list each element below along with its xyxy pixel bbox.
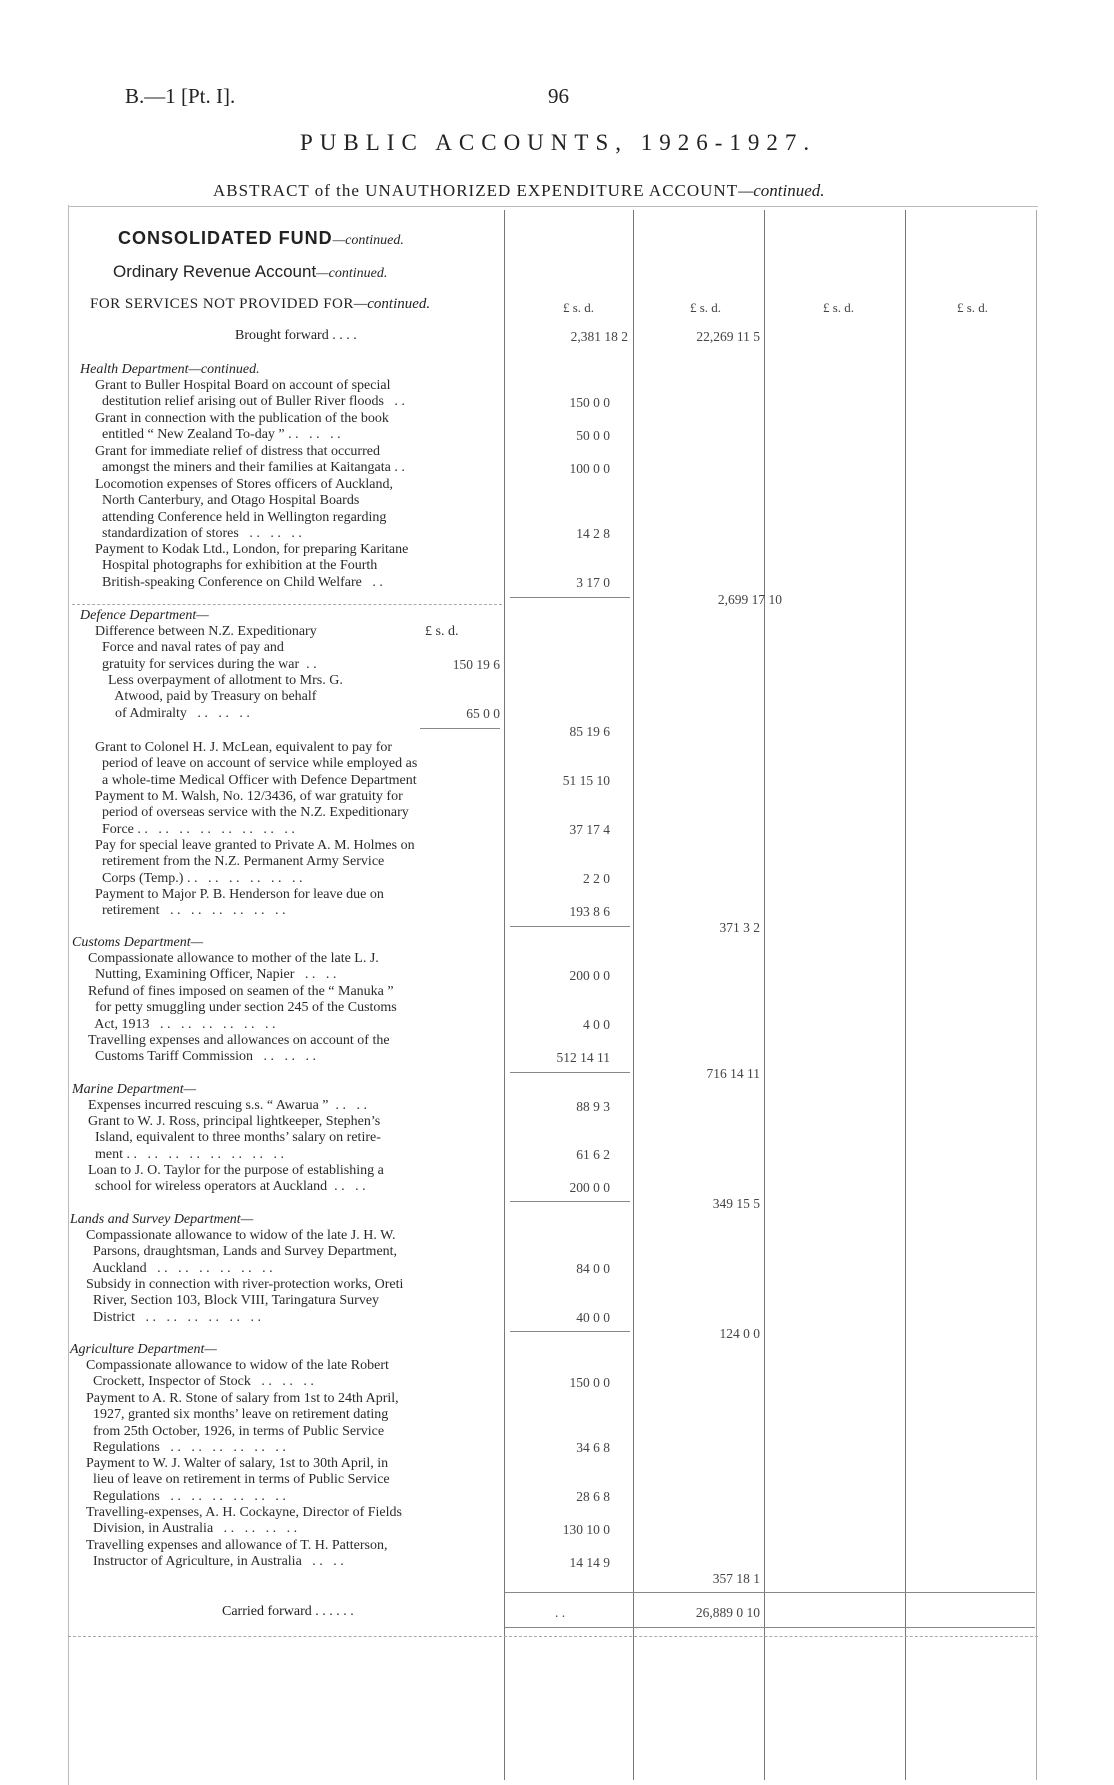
agriculture-item-4-text: Travelling-expenses, A. H. Cockayne, Director of Fields Division, in Australia . . . . . . . . — [86, 1505, 402, 1537]
column-rule-1 — [504, 210, 505, 1780]
document-reference: B.—1 [Pt. I]. — [125, 84, 236, 108]
defence-sub-column-header: £ s. d. — [425, 624, 459, 639]
defence-sub-item-1-amount: 150 19 6 — [452, 657, 500, 672]
customs-item-1-amount: 200 0 0 — [569, 968, 610, 983]
agriculture-item-4-amount: 130 10 0 — [562, 1522, 610, 1537]
health-item-4-amount: 14 2 8 — [576, 526, 610, 541]
health-item-3-text: Grant for immediate relief of distress that occurred amongst the miners and their families at Kaitangata . . — [95, 444, 405, 476]
column-header-4: £ s. d. — [957, 300, 989, 315]
defence-item-2-text: Payment to M. Walsh, No. 12/3436, of war gratuity for period of overseas service with the N.Z. Expeditionary Force . . . . . . . . . . . . . . . . — [95, 789, 409, 837]
health-section-title: Health Department—continued. — [80, 362, 260, 377]
brought-forward-col2: 22,269 11 5 — [696, 329, 760, 344]
agriculture-item-5-amount: 14 14 9 — [569, 1555, 610, 1570]
marine-subtotal-rule — [510, 1201, 630, 1202]
agriculture-item-1-text: Compassionate allowance to widow of the late Robert Crockett, Inspector of Stock . . . . . . — [86, 1358, 389, 1390]
marine-item-3-amount: 200 0 0 — [569, 1180, 610, 1195]
marine-item-3-text: Loan to J. O. Taylor for the purpose of establishing a school for wireless operators at Auckland . . . . — [88, 1163, 384, 1195]
customs-item-3-amount: 512 14 11 — [556, 1050, 610, 1065]
column-header-1: £ s. d. — [563, 300, 595, 315]
marine-item-1-text: Expenses incurred rescuing s.s. “ Awarua ” . . . . — [88, 1098, 368, 1113]
marine-item-1-amount: 88 9 3 — [576, 1099, 610, 1114]
lands-subtotal-rule — [510, 1331, 630, 1332]
agriculture-item-2-amount: 34 6 8 — [576, 1440, 610, 1455]
brought-forward-label: Brought forward . . . . — [235, 328, 357, 343]
services-heading: FOR SERVICES NOT PROVIDED FOR—continued. — [90, 296, 431, 312]
account-heading: Ordinary Revenue Account—continued. — [113, 262, 388, 281]
defence-item-3-amount: 2 2 0 — [583, 871, 610, 886]
carried-forward-label: Carried forward . . . . . . — [222, 1604, 354, 1619]
customs-subtotal-rule — [510, 1072, 630, 1073]
health-subtotal-rule — [510, 597, 630, 598]
customs-section-title: Customs Department— — [72, 935, 204, 950]
defence-total: 371 3 2 — [719, 920, 760, 935]
health-item-1-amount: 150 0 0 — [569, 395, 610, 410]
column-header-2: £ s. d. — [690, 300, 722, 315]
health-item-1-text: Grant to Buller Hospital Board on account of special destitution relief arising out of Buller River floods . . — [95, 378, 405, 410]
lands-item-2-amount: 40 0 0 — [576, 1310, 610, 1325]
health-item-5-amount: 3 17 0 — [576, 575, 610, 590]
column-rule-2 — [633, 210, 634, 1780]
carried-forward-col2: 26,889 0 10 — [695, 1605, 760, 1620]
defence-item-2-amount: 37 17 4 — [569, 822, 610, 837]
fund-heading: CONSOLIDATED FUND—continued. — [118, 228, 404, 248]
customs-item-2-text: Refund of fines imposed on seamen of the “ Manuka ” for petty smuggling under section 245 of the Customs Act, 1913 . . . . . . . . . . . . — [88, 984, 397, 1032]
carried-forward-top-rule — [505, 1592, 1035, 1593]
health-item-2-amount: 50 0 0 — [576, 428, 610, 443]
brought-forward-col1: 2,381 18 2 — [570, 329, 628, 344]
agriculture-item-3-text: Payment to W. J. Walter of salary, 1st to 30th April, in lieu of leave on retirement in terms of Public Service Regulations . . . . . . . . . . . . — [86, 1456, 390, 1504]
marine-item-2-amount: 61 6 2 — [576, 1147, 610, 1162]
agriculture-section-title: Agriculture Department— — [70, 1342, 217, 1357]
defence-item-4-amount: 193 8 6 — [569, 904, 610, 919]
agriculture-total: 357 18 1 — [712, 1571, 760, 1586]
customs-total: 716 14 11 — [706, 1066, 760, 1081]
column-header-3: £ s. d. — [823, 300, 855, 315]
defence-item-3-text: Pay for special leave granted to Private A. M. Holmes on retirement from the N.Z. Permanent Army Service Corps (Temp.) . . . . . . . . . . . . — [95, 838, 415, 886]
left-margin-rule — [68, 205, 69, 1785]
lands-item-2-text: Subsidy in connection with river-protection works, Oreti River, Section 103, Block VIII, Taringatura Survey District . . . . . . . . . . . . — [86, 1277, 404, 1325]
column-rule-3 — [764, 210, 765, 1780]
lands-total: 124 0 0 — [719, 1326, 760, 1341]
defence-sub-item-2-text: Less overpayment of allotment to Mrs. G. Atwood, paid by Treasury on behalf of Admiralty . . . . . . — [108, 673, 343, 721]
column-rule-4 — [905, 210, 906, 1780]
defence-sub-rule — [420, 728, 500, 729]
page-number: 96 — [548, 84, 569, 108]
marine-section-title: Marine Department— — [72, 1082, 197, 1097]
defence-item-4-text: Payment to Major P. B. Henderson for leave due on retirement . . . . . . . . . . . . — [95, 887, 384, 919]
health-item-2-text: Grant in connection with the publication of the book entitled “ New Zealand To-day ” . . . . . . — [95, 411, 389, 443]
agriculture-item-2-text: Payment to A. R. Stone of salary from 1st to 24th April, 1927, granted six months’ leave on retirement dating from 25th October, 1926, in terms of Public Service Regulations . . . . . . . . . . . . — [86, 1391, 399, 1455]
column-rule-5 — [1036, 210, 1037, 1780]
agriculture-item-1-amount: 150 0 0 — [569, 1375, 610, 1390]
customs-item-2-amount: 4 0 0 — [583, 1017, 610, 1032]
defence-subtotal-rule — [510, 926, 630, 927]
bottom-rule — [68, 1636, 1038, 1637]
lands-section-title: Lands and Survey Department— — [70, 1212, 254, 1227]
marine-total: 349 15 5 — [712, 1196, 760, 1211]
page-subtitle: ABSTRACT of the UNAUTHORIZED EXPENDITURE ACCOUNT—continued. — [213, 181, 825, 200]
health-item-5-text: Payment to Kodak Ltd., London, for preparing Karitane Hospital photographs for exhibition at the Fourth British-speaking Conference on Child Welfare . . — [95, 542, 409, 590]
lands-item-1-amount: 84 0 0 — [576, 1261, 610, 1276]
health-item-4-text: Locomotion expenses of Stores officers of Auckland, North Canterbury, and Otago Hospital Boards attending Conference held in Wellington regarding standardization of stores . . . . . . — [95, 477, 393, 541]
carried-forward-bottom-rule — [505, 1627, 1035, 1628]
customs-item-1-text: Compassionate allowance to mother of the late L. J. Nutting, Examining Officer, Napier . . . . — [88, 951, 379, 983]
defence-sub-item-2-amount: 65 0 0 — [466, 706, 500, 721]
health-total: 2,699 17 10 — [717, 592, 782, 607]
top-rule — [68, 206, 1038, 207]
section-separator — [72, 604, 502, 605]
defence-sub-item-1-text: Difference between N.Z. Expeditionary Force and naval rates of pay and gratuity for services during the war . . — [95, 624, 317, 672]
marine-item-2-text: Grant to W. J. Ross, principal lightkeeper, Stephen’s Island, equivalent to three months’ salary on retire- ment . . . . . . . . . . . . . . . . — [88, 1114, 381, 1162]
carried-forward-col1: . . — [554, 1605, 566, 1620]
defence-item-1-text: Grant to Colonel H. J. McLean, equivalent to pay for period of leave on account of service while employed as a whole-time Medical Officer with Defence Department — [95, 740, 418, 788]
health-item-3-amount: 100 0 0 — [569, 461, 610, 476]
defence-section-title: Defence Department— — [80, 608, 209, 623]
customs-item-3-text: Travelling expenses and allowances on account of the Customs Tariff Commission . . . . . . — [88, 1033, 390, 1065]
agriculture-item-5-text: Travelling expenses and allowance of T. H. Patterson, Instructor of Agriculture, in Australia . . . . — [86, 1538, 388, 1570]
defence-net-amount: 85 19 6 — [569, 724, 610, 739]
lands-item-1-text: Compassionate allowance to widow of the late J. H. W. Parsons, draughtsman, Lands and Survey Department, Auckland . . . . . . . . . . . . — [86, 1228, 398, 1276]
page-title: PUBLIC ACCOUNTS, 1926-1927. — [300, 130, 817, 155]
defence-item-1-amount: 51 15 10 — [562, 773, 610, 788]
agriculture-item-3-amount: 28 6 8 — [576, 1489, 610, 1504]
